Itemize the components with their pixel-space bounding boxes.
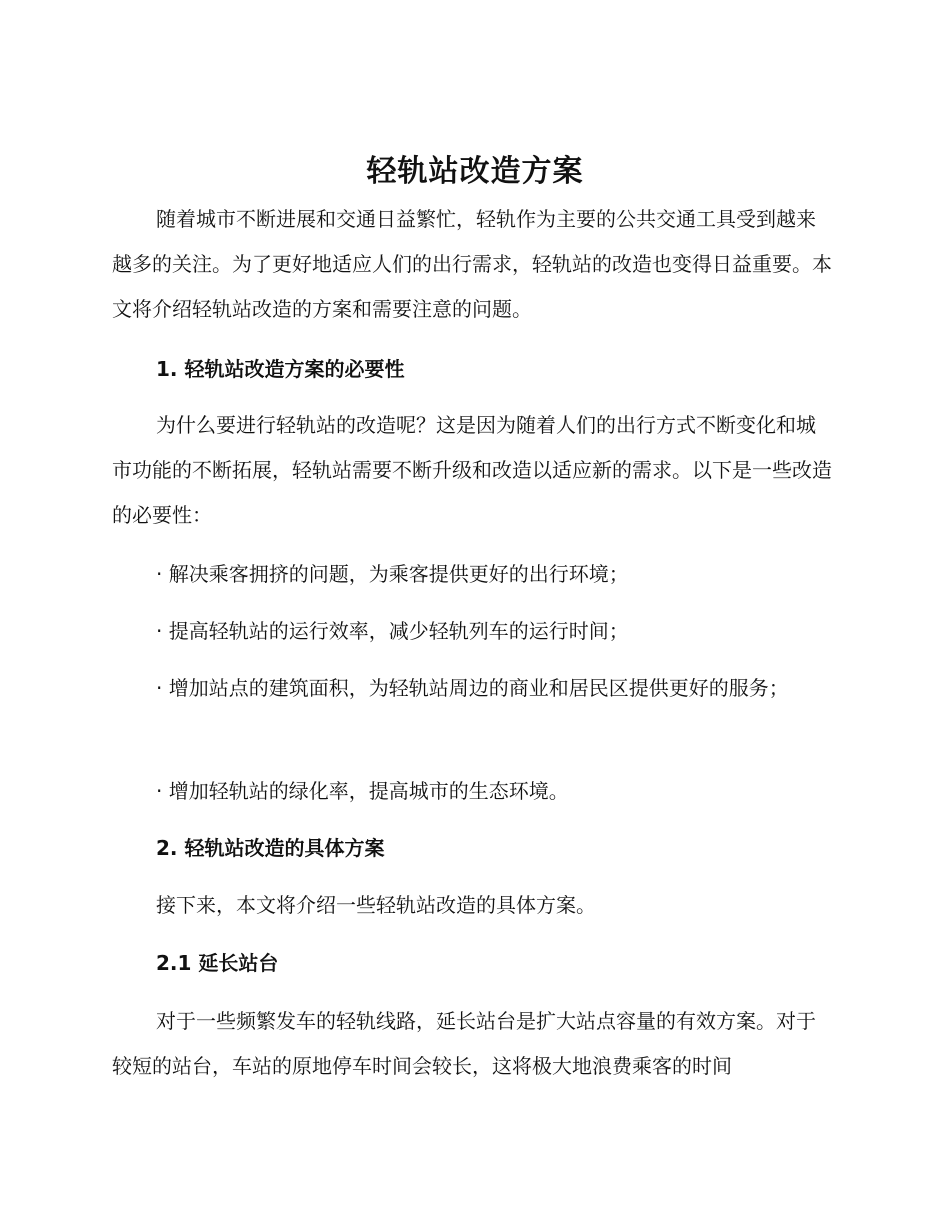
document-title: 轻轨站改造方案 [366, 154, 584, 189]
bullet-item-1: · 解决乘客拥挤的问题，为乘客提供更好的出行环境； [156, 562, 629, 586]
section-2-1-heading: 2.1 延长站台 [156, 951, 279, 975]
section-2-1-paragraph: 对于一些频繁发车的轻轨线路，延长站台是扩大站点容量的有效方案。对于较短的站台，车站的原地停车时间会较长，这将极大地浪费乘客的时间 [112, 1009, 816, 1078]
intro-paragraph: 随着城市不断进展和交通日益繁忙，轻轨作为主要的公共交通工具受到越来越多的关注。为了更好地适应人们的出行需求，轻轨站的改造也变得日益重要。本文将介绍轻轨站改造的方案和需要注意的问题。 [112, 207, 832, 321]
bullet-item-4: · 增加轻轨站的绿化率，提高城市的生态环境。 [156, 779, 569, 803]
bullet-item-3: · 增加站点的建筑面积，为轻轨站周边的商业和居民区提供更好的服务； [156, 676, 789, 700]
section-1-heading: 1. 轻轨站改造方案的必要性 [156, 357, 405, 381]
section-2-paragraph: 接下来，本文将介绍一些轻轨站改造的具体方案。 [156, 893, 596, 917]
section-1-paragraph: 为什么要进行轻轨站的改造呢？这是因为随着人们的出行方式不断变化和城市功能的不断拓展，轻轨站需要不断升级和改造以适应新的需求。以下是一些改造的必要性： [112, 413, 832, 527]
bullet-item-2: · 提高轻轨站的运行效率，减少轻轨列车的运行时间； [156, 619, 629, 643]
section-2-heading: 2. 轻轨站改造的具体方案 [156, 836, 385, 860]
